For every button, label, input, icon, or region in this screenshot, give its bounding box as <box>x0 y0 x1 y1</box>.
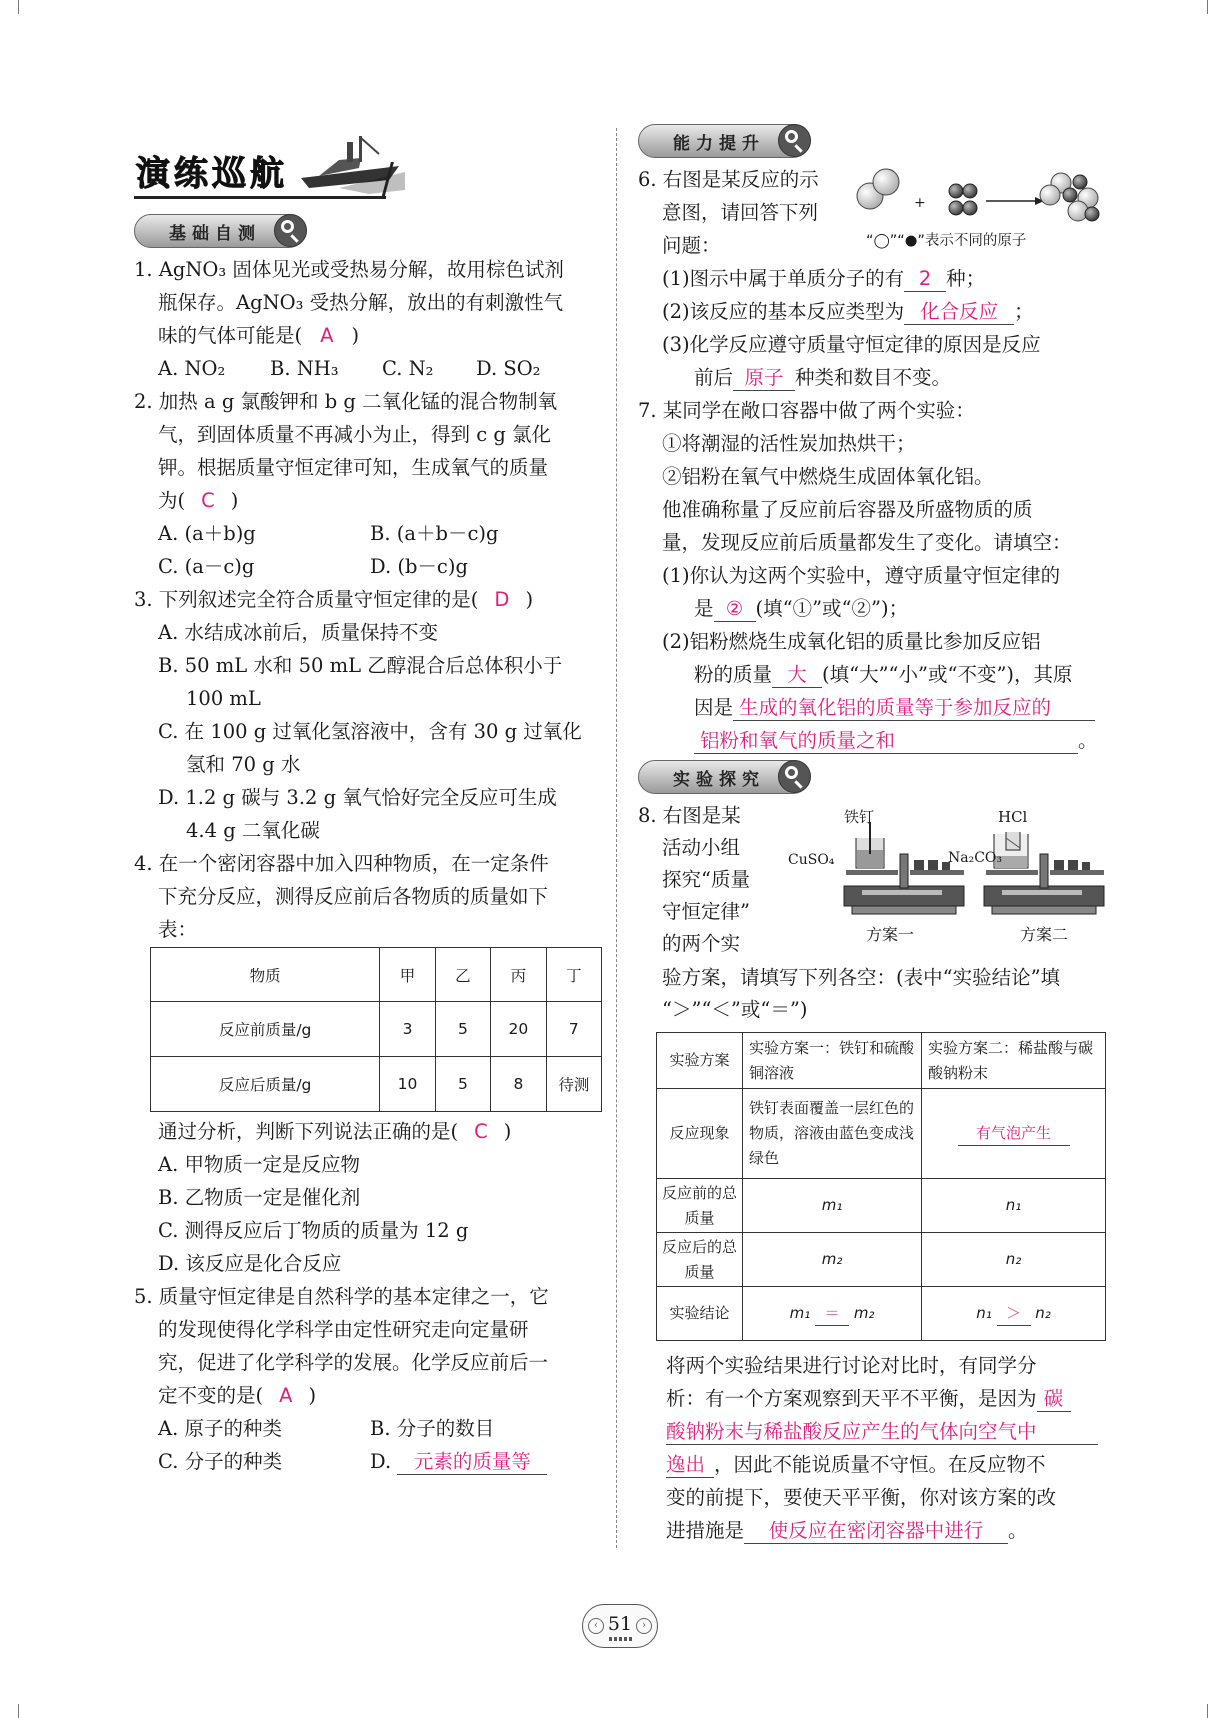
table-cell <box>743 1287 922 1341</box>
q3-option-a: A. 水结成冰前后，质量保持不变 <box>158 621 438 644</box>
banner-title: 演练巡航 <box>136 154 288 194</box>
q2-line3: 钾。根据质量守恒定律可知，生成氧气的质量 <box>158 456 549 479</box>
q7-line1: 7. 某同学在敞口容器中做了两个实验： <box>638 399 975 422</box>
q8-reason-answer-part2: 酸钠粉末与稀盐酸反应产生的气体向空气中 <box>666 1420 1037 1443</box>
table-cell: n₁ <box>922 1179 1106 1233</box>
experiment-figure <box>782 800 1102 950</box>
q3-option-d2: 4.4 g 二氧化碳 <box>186 819 320 842</box>
table-cell <box>922 1089 1106 1179</box>
q7-part2-end: 。 <box>1078 729 1098 752</box>
conclusion-m1: m₁ <box>789 1304 811 1322</box>
section-experiment-label: 实验探究 <box>673 770 765 790</box>
q1-paren: ) <box>351 324 360 347</box>
decorative-dots <box>609 1637 633 1641</box>
q7-part2-prompt: 粉的质量 <box>694 663 773 686</box>
q6-part2-end: ； <box>1014 300 1034 323</box>
reaction-plus: + <box>914 195 926 211</box>
q4-mass-table <box>150 947 602 1112</box>
q3-option-c1: C. 在 100 g 过氧化氢溶液中，含有 30 g 过氧化 <box>158 720 582 743</box>
table-cell: 反应后质量/g <box>151 1057 380 1112</box>
magnifier-icon <box>274 214 307 247</box>
table-header: 丙 <box>491 948 547 1002</box>
q4-line1: 4. 在一个密闭容器中加入四种物质，在一定条件 <box>134 852 549 875</box>
q3-option-b1: B. 50 mL 水和 50 mL 乙醇混合后总体积小于 <box>158 654 563 677</box>
table-cell: 8 <box>491 1057 547 1112</box>
q8-line2: 活动小组 <box>662 836 741 859</box>
q2-option-d: D. (b－c)g <box>370 555 468 578</box>
q4-paren: ) <box>503 1120 512 1143</box>
label-plan1: 方案一 <box>866 925 915 944</box>
q7-part2-line3 <box>694 694 1095 722</box>
q4-option-b: B. 乙物质一定是催化剂 <box>158 1186 361 1209</box>
q8-line4: 守恒定律” <box>662 900 750 923</box>
q1-line2: 瓶保存。AgNO₃ 受热分解，放出的有刺激性气 <box>158 291 564 314</box>
q6-line2: 意图，请回答下列 <box>662 201 819 224</box>
q8-discuss5: 变的前提下，要使天平平衡，你对该方案的改 <box>666 1486 1057 1509</box>
q4-option-d: D. 该反应是化合反应 <box>158 1252 342 1275</box>
balance-plan2-illustration <box>982 814 1112 924</box>
q7-exp2: ②铝粉在氧气中燃烧生成固体氧化铝。 <box>662 465 994 488</box>
reaction-legend: “◯”“●”表示不同的原子 <box>866 233 1027 249</box>
q7-part2-line2 <box>694 661 1073 689</box>
crop-mark <box>18 0 19 14</box>
q7-part2-end: (填“大”“小”或“不变”)，其原 <box>822 663 1073 686</box>
q1-line1: 1. AgNO₃ 固体见光或受热易分解，故用棕色试剂 <box>134 258 564 281</box>
q3-option-c2: 氢和 70 g 水 <box>186 753 301 776</box>
q8-improve-end: 。 <box>1008 1519 1028 1542</box>
q6-part1-prompt: (1)图示中属于单质分子的有 <box>662 267 905 290</box>
q5-option-d-prefix: D. <box>370 1450 392 1473</box>
q4-option-c: C. 测得反应后丁物质的质量为 12 g <box>158 1219 469 1242</box>
table-cell: 反应现象 <box>657 1089 743 1179</box>
table-cell: 铁钉表面覆盖一层红色的物质，溶液由蓝色变成浅绿色 <box>743 1089 922 1179</box>
q5-line3: 究，促进了化学科学的发展。化学反应前后一 <box>158 1351 549 1374</box>
q7-part2-line1: (2)铝粉燃烧生成氧化铝的质量比参加反应铝 <box>662 630 1041 653</box>
q6-part2-prompt: (2)该反应的基本反应类型为 <box>662 300 905 323</box>
q2-paren: ) <box>230 489 239 512</box>
q2-line4 <box>158 487 238 515</box>
q7-part2-reason-answer-cont: 铝粉和氧气的质量之和 <box>700 729 896 752</box>
q8-reason-answer-part1: 碳 <box>1043 1387 1064 1410</box>
label-hcl: HCl <box>998 808 1028 826</box>
section-basic-label: 基础自测 <box>169 224 261 244</box>
q6-part2 <box>662 298 1034 326</box>
q7-exp1: ①将潮湿的活性炭加热烘干； <box>662 432 916 455</box>
q5-option-d-answer: 元素的质量等 <box>413 1450 531 1473</box>
q5-prompt: 定不变的是( <box>158 1384 264 1407</box>
q4-prompt-line <box>158 1118 511 1146</box>
q2-option-c: C. (a－c)g <box>158 555 255 578</box>
q1-option-b: B. NH₃ <box>270 357 339 380</box>
crop-mark <box>1207 0 1208 14</box>
conclusion-plan2-answer: ＞ <box>1006 1304 1022 1322</box>
q8-discuss3 <box>666 1418 1098 1446</box>
q6-line3: 问题： <box>662 234 721 257</box>
table-row <box>657 1089 1106 1179</box>
q6-part3-prompt: 前后 <box>694 366 734 389</box>
table-row <box>151 1002 602 1057</box>
balance-plan1-illustration <box>842 814 972 924</box>
q8-line3: 探究“质量 <box>662 868 750 891</box>
q8-experiment-table <box>656 1032 1106 1341</box>
q8-line1: 8. 右图是某 <box>638 804 741 827</box>
table-cell: 待测 <box>546 1057 601 1112</box>
table-header: 丁 <box>546 948 601 1002</box>
q8-reason-answer-part3: 逸出 <box>666 1453 706 1476</box>
table-cell: m₁ <box>743 1179 922 1233</box>
table-cell: 20 <box>491 1002 547 1057</box>
q3-line1 <box>134 586 533 614</box>
label-cuso4: CuSO₄ <box>788 852 835 868</box>
q8-phenomenon-answer: 有气泡产生 <box>976 1124 1052 1142</box>
q4-option-a: A. 甲物质一定是反应物 <box>158 1153 360 1176</box>
q7-part2-reason-answer: 生成的氧化铝的质量等于参加反应的 <box>739 696 1052 719</box>
q5-option-b: B. 分子的数目 <box>370 1417 495 1440</box>
reaction-diagram <box>850 168 1100 238</box>
table-header: 乙 <box>435 948 490 1002</box>
q7-part2-reason-prompt: 因是 <box>694 696 734 719</box>
table-cell: 反应前的总质量 <box>657 1179 743 1233</box>
q3-prompt: 3. 下列叙述完全符合质量守恒定律的是( <box>134 588 479 611</box>
page-number: 51 <box>607 1613 633 1635</box>
q2-answer: C <box>201 489 215 512</box>
banner-underline <box>134 196 386 199</box>
q8-line6: 验方案，请填写下列各空：(表中“实验结论”填 <box>662 966 1061 989</box>
q7-part2-line4 <box>694 727 1098 755</box>
q7-part1-prompt: 是 <box>694 597 714 620</box>
q3-answer: D <box>494 588 510 611</box>
q7-line5: 量，发现反应前后质量都发生了变化。请填空： <box>662 531 1072 554</box>
q5-paren: ) <box>308 1384 317 1407</box>
q7-part1-answer: ② <box>725 597 744 620</box>
q4-answer: C <box>474 1120 488 1143</box>
table-cell: 反应前质量/g <box>151 1002 380 1057</box>
table-row <box>657 1233 1106 1287</box>
q5-option-a: A. 原子的种类 <box>158 1417 282 1440</box>
q8-improve-prompt: 进措施是 <box>666 1519 745 1542</box>
q3-paren: ) <box>525 588 534 611</box>
q7-part1-line2 <box>694 595 908 623</box>
section-ability-header <box>638 124 810 158</box>
table-row <box>657 1179 1106 1233</box>
table-cell: 实验方案一：铁钉和硫酸铜溶液 <box>743 1033 922 1089</box>
q6-line1: 6. 右图是某反应的示 <box>638 168 819 191</box>
q8-discuss4 <box>666 1451 1046 1479</box>
q4-prompt: 通过分析，判断下列说法正确的是( <box>158 1120 459 1143</box>
q4-line3: 表： <box>158 918 198 941</box>
table-cell: 反应后的总质量 <box>657 1233 743 1287</box>
page-number-badge <box>582 1604 658 1648</box>
q6-part3-answer: 原子 <box>744 366 784 389</box>
q8-line5: 的两个实 <box>662 932 741 955</box>
q7-line4: 他准确称量了反应前后容器及所盛物质的质 <box>662 498 1033 521</box>
q5-option-d <box>370 1448 547 1476</box>
banner <box>134 140 404 202</box>
section-basic-header <box>134 214 306 248</box>
q7-part1-end: (填“①”或“②”)； <box>755 597 909 620</box>
q8-discuss1: 将两个实验结果进行讨论对比时，有同学分 <box>666 1354 1037 1377</box>
table-cell <box>922 1287 1106 1341</box>
q8-discuss-prompt: 析：有一个方案观察到天平不平衡，是因为 <box>666 1387 1037 1410</box>
table-cell: 5 <box>435 1002 490 1057</box>
q2-line2: 气，到固体质量不再减小为止，得到 c g 氯化 <box>158 423 551 446</box>
chevron-left-icon: ‹ <box>588 1618 604 1634</box>
q2-option-a: A. (a＋b)g <box>158 522 256 545</box>
crop-mark <box>1207 1704 1208 1718</box>
conclusion-n1: n₁ <box>976 1304 992 1322</box>
q6-part1-answer: 2 <box>918 267 932 290</box>
q3-option-d1: D. 1.2 g 碳与 3.2 g 氧气恰好完全反应可生成 <box>158 786 557 809</box>
table-cell: 7 <box>546 1002 601 1057</box>
label-na2co3: Na₂CO₃ <box>948 850 1003 866</box>
q1-option-c: C. N₂ <box>382 357 434 380</box>
q1-option-a: A. NO₂ <box>158 357 226 380</box>
q6-part3-line1: (3)化学反应遵守质量守恒定律的原因是反应 <box>662 333 1041 356</box>
q6-part1-end: 种； <box>946 267 986 290</box>
q8-discuss6 <box>666 1517 1028 1545</box>
chevron-right-icon: › <box>636 1618 652 1634</box>
q7-part1-line1: (1)你认为这两个实验中，遵守质量守恒定律的 <box>662 564 1061 587</box>
table-cell: 10 <box>380 1057 436 1112</box>
q8-discuss2 <box>666 1385 1071 1413</box>
q5-option-c: C. 分子的种类 <box>158 1450 283 1473</box>
q3-option-b2: 100 mL <box>186 687 261 710</box>
q8-discuss4-text: ，因此不能说质量不守恒。在反应物不 <box>714 1453 1046 1476</box>
table-cell: m₂ <box>743 1233 922 1287</box>
q6-part3-end: 种类和数目不变。 <box>795 366 952 389</box>
q8-improve-answer: 使反应在密闭容器中进行 <box>768 1519 984 1542</box>
conclusion-n2: n₂ <box>1035 1304 1051 1322</box>
table-cell: 5 <box>435 1057 490 1112</box>
table-header: 物质 <box>151 948 380 1002</box>
q6-part3-line2 <box>694 364 951 392</box>
magnifier-icon <box>778 124 811 157</box>
q6-part2-answer: 化合反应 <box>920 300 999 323</box>
q5-line4 <box>158 1382 316 1410</box>
q1-line3 <box>158 322 359 350</box>
label-iron-nail: 铁钉 <box>844 808 875 826</box>
q2-prompt: 为( <box>158 489 186 512</box>
conclusion-plan1-answer: ＝ <box>824 1304 840 1322</box>
q5-line2: 的发现使得化学科学由定性研究走向定量研 <box>158 1318 529 1341</box>
table-row <box>151 1057 602 1112</box>
table-cell: 实验结论 <box>657 1287 743 1341</box>
q2-option-b: B. (a＋b－c)g <box>370 522 499 545</box>
table-cell: 实验方案二：稀盐酸与碳酸钠粉末 <box>922 1033 1106 1089</box>
label-plan2: 方案二 <box>1020 925 1069 944</box>
magnifier-icon <box>778 760 811 793</box>
q1-prompt: 味的气体可能是( <box>158 324 303 347</box>
column-divider <box>616 128 617 1548</box>
section-ability-label: 能力提升 <box>673 134 765 154</box>
crop-mark <box>18 1704 19 1718</box>
q5-line1: 5. 质量守恒定律是自然科学的基本定律之一，它 <box>134 1285 549 1308</box>
table-cell: n₂ <box>922 1233 1106 1287</box>
q6-part1 <box>662 265 985 293</box>
table-cell: 3 <box>380 1002 436 1057</box>
q5-answer: A <box>279 1384 293 1407</box>
table-cell: 实验方案 <box>657 1033 743 1089</box>
q1-option-d: D. SO₂ <box>476 357 541 380</box>
section-experiment-header <box>638 760 810 794</box>
table-row <box>657 1287 1106 1341</box>
q7-part2-answer: 大 <box>787 663 807 686</box>
q1-answer: A <box>320 324 334 347</box>
q4-line2: 下充分反应，测得反应前后各物质的质量如下 <box>158 885 549 908</box>
table-row <box>657 1033 1106 1089</box>
q8-line7: “＞”“＜”或“＝”) <box>662 998 808 1021</box>
table-header: 甲 <box>380 948 436 1002</box>
q2-line1: 2. 加热 a g 氯酸钾和 b g 二氧化锰的混合物制氧 <box>134 390 558 413</box>
conclusion-m2: m₂ <box>853 1304 875 1322</box>
